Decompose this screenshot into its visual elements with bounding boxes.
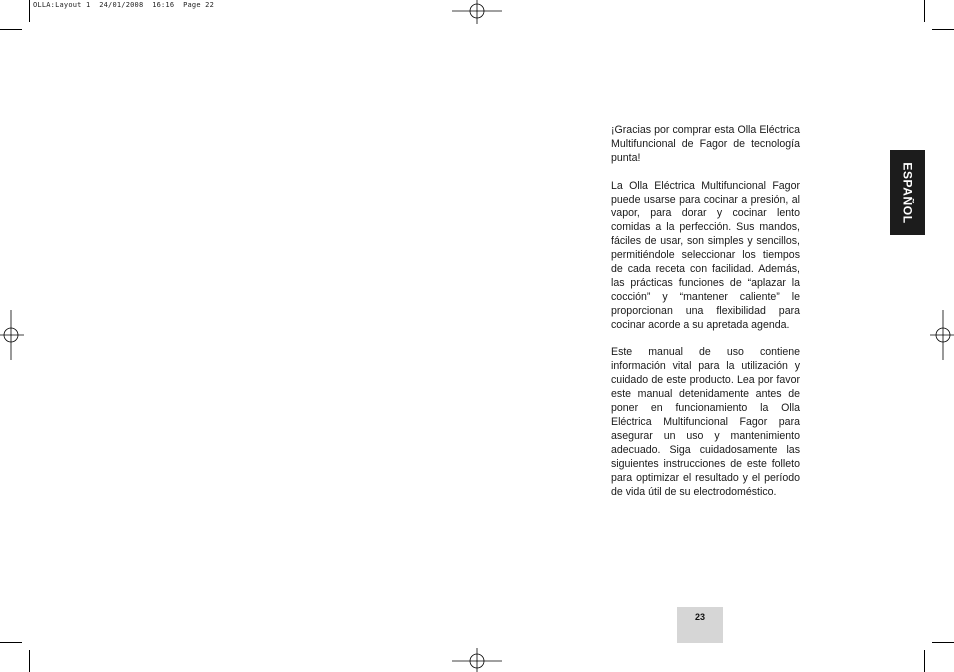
- registration-mark-top-icon: [452, 0, 502, 26]
- print-slug-line: OLLA:Layout 1 24/01/2008 16:16 Page 22: [33, 1, 214, 9]
- crop-mark-bottom-right-horizontal: [932, 642, 954, 643]
- language-tab-label: ESPAÑOL: [900, 161, 915, 224]
- page-number: 23: [694, 612, 705, 622]
- crop-mark-top-left-vertical: [29, 0, 30, 22]
- registration-mark-bottom-icon: [452, 646, 502, 672]
- intro-text-column: [611, 124, 800, 513]
- paragraph-features: La Olla Eléctrica Multifuncional Fagor puede usarse para cocinar a presión, al vapor, para dorar y cocinar lento comidas a la perfección. Sus mandos, fáciles de usar, son simples y sencillos, permitiéndole seleccionar los tiempos de cada receta con facilidad. Además, las prácticas funciones de “aplazar la cocción” y “mantener caliente” le proporcionan una flexibilidad para cocinar acorde a su apretada agenda.: [611, 179, 800, 331]
- page-number-box: [677, 607, 723, 643]
- language-tab: [890, 150, 925, 235]
- paragraph-thanks: ¡Gracias por comprar esta Olla Eléctrica Multifuncional de Fagor de tecnología punta!: [611, 124, 800, 164]
- crop-mark-top-right-horizontal: [932, 29, 954, 30]
- crop-mark-bottom-right-vertical: [924, 650, 925, 672]
- crop-mark-bottom-left-horizontal: [0, 642, 22, 643]
- crop-mark-bottom-left-vertical: [29, 650, 30, 672]
- crop-mark-top-right-vertical: [924, 0, 925, 22]
- registration-mark-left-icon: [0, 310, 26, 360]
- crop-mark-top-left-horizontal: [0, 29, 22, 30]
- paragraph-manual: Este manual de uso contiene información vital para la utilización y cuidado de este producto. Lea por favor este manual detenidamente antes de poner en funcionamiento la Olla Eléctrica Multifuncional Fagor para asegurar un uso y mantenimiento adecuado. Siga cuidadosamente las siguientes instrucciones de este folleto para optimizar el resultado y el período de vida útil de su electrodoméstico.: [611, 346, 800, 498]
- registration-mark-right-icon: [928, 310, 954, 360]
